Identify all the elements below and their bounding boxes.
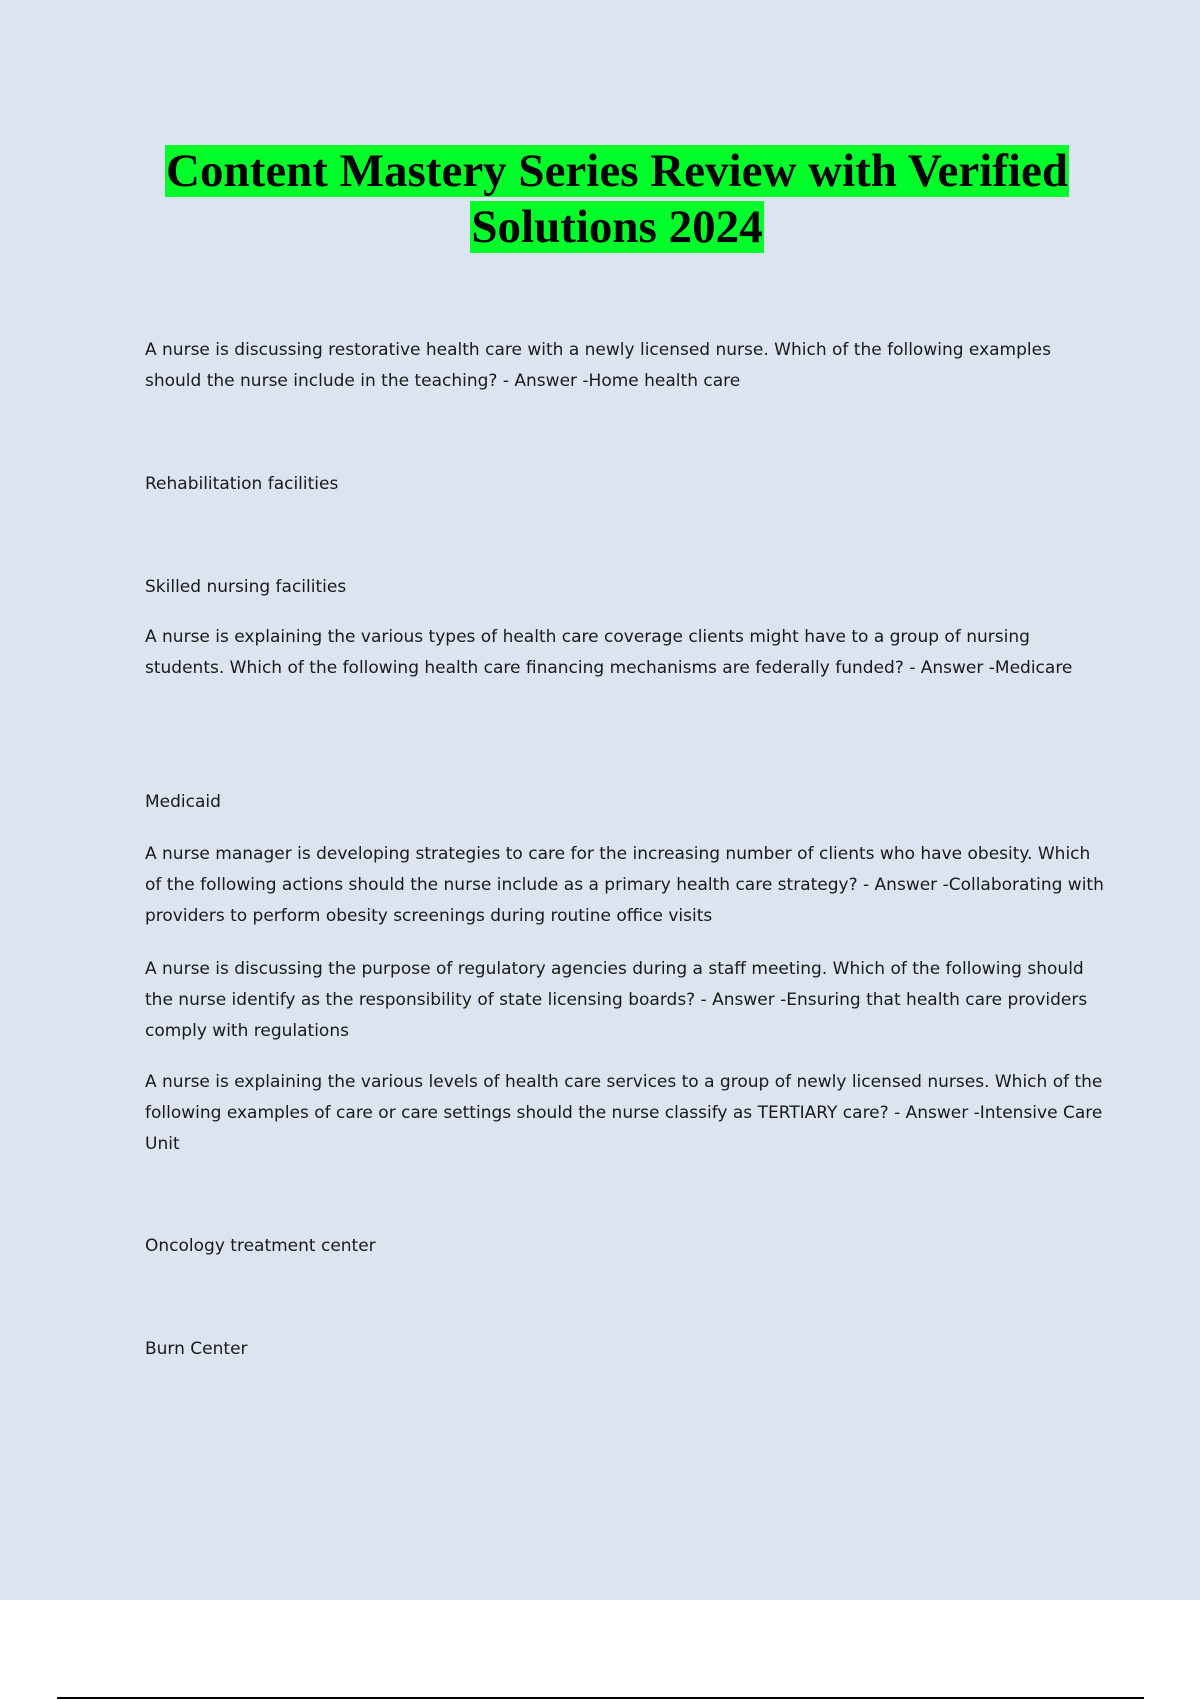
answer-item: Rehabilitation facilities bbox=[145, 474, 339, 494]
title-line-2: Solutions 2024 bbox=[471, 201, 763, 253]
question-paragraph: A nurse is explaining the various types of health care coverage clients might have to a group of nursing students. Which of the following health care financing mechanisms are federally funded? - Answer -Medicare bbox=[145, 627, 1073, 678]
answer-item: Oncology treatment center bbox=[145, 1236, 376, 1256]
question-paragraph: A nurse is explaining the various levels of health care services to a group of newly licensed nurses. Which of the following examples of care or care settings should the nurse classify as TERTIARY care? - Answer -Intensive Care Unit bbox=[145, 1072, 1103, 1154]
question-paragraph: A nurse is discussing restorative health care with a newly licensed nurse. Which of the following examples should the nurse include in the teaching? - Answer -Home health care bbox=[145, 340, 1051, 391]
document-title bbox=[0, 143, 1200, 255]
answer-item: Burn Center bbox=[145, 1339, 248, 1359]
answer-item: Skilled nursing facilities bbox=[145, 577, 347, 597]
title-line-1: Content Mastery Series Review with Verified bbox=[166, 145, 1068, 197]
question-paragraph: A nurse is discussing the purpose of regulatory agencies during a staff meeting. Which of the following should the nurse identify as the responsibility of state licensing boards? - Answer -Ensuring that health care providers comply with regulations bbox=[145, 959, 1088, 1041]
bottom-divider bbox=[57, 1697, 1144, 1699]
answer-item: Medicaid bbox=[145, 792, 221, 812]
question-paragraph: A nurse manager is developing strategies to care for the increasing number of clients who have obesity. Which of the following actions should the nurse include as a primary health care strategy? - Answer -Collaborating with providers to perform obesity screenings during routine office visits bbox=[145, 844, 1104, 926]
